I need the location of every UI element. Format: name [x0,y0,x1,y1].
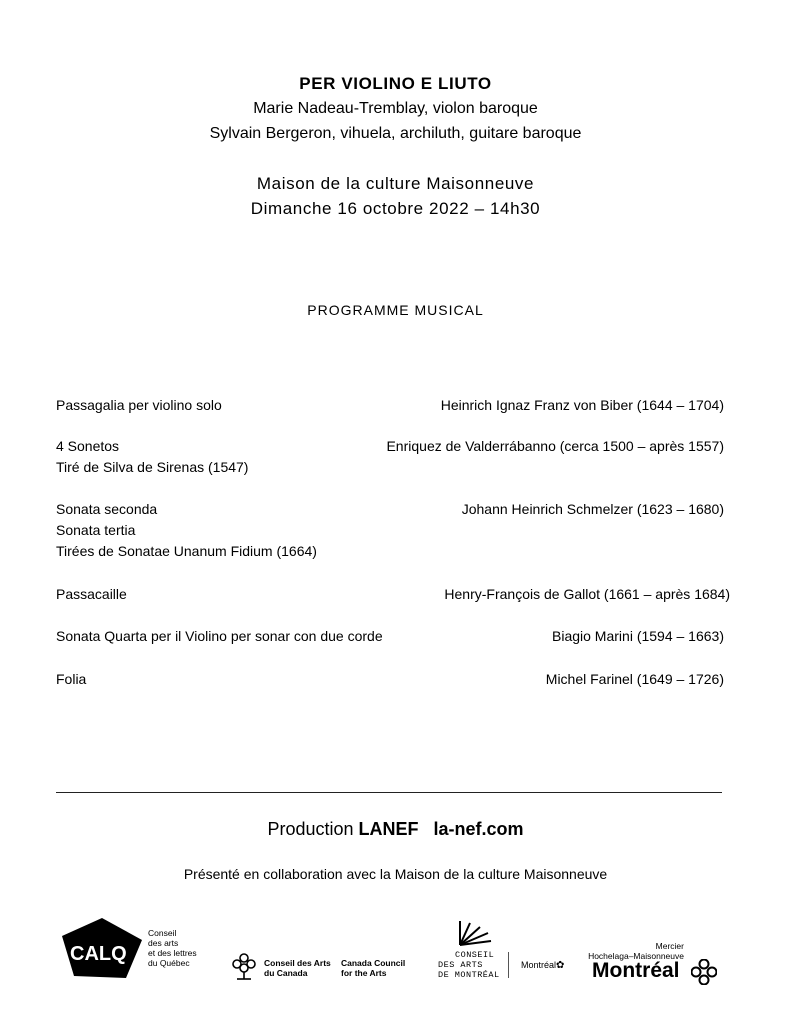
production-website: la-nef.com [433,819,524,839]
montreal-rosette-icon: ✿ [556,960,565,971]
composer: Michel Farinel (1649 – 1726) [545,671,724,687]
venue: Maison de la culture Maisonneuve [256,174,535,193]
calq-logo [58,916,148,980]
collaboration-note: Présenté en collaboration avec la Maison de la culture Maisonneuve [183,866,608,882]
cac-en-line: Canada Council [341,958,406,968]
canada-council-en [341,958,405,978]
concert-title: PER VIOLINO E LIUTO [299,74,492,93]
work-source: Tiré de Silva de Sirenas (1547) [56,459,249,475]
composer: Henry-François de Gallot (1661 – après 1684) [444,586,730,602]
cam-text-line: CONSEIL [455,950,495,960]
cam-text-line: DE MONTRÉAL [438,970,500,980]
work-title: Folia [56,671,87,687]
cam-city [521,960,564,971]
production-line [0,819,791,840]
canada-council-fr [264,958,331,978]
montreal-flower-svg [691,959,717,985]
program-item [56,626,732,647]
program-item [56,436,732,478]
composer: Biagio Marini (1594 – 1663) [552,628,724,644]
work-title: Sonata tertia [56,522,136,538]
cam-logo [458,917,492,947]
canada-council-logo [231,952,257,980]
concert-date: Dimanche 16 octobre 2022 – 14h30 [250,199,541,218]
program-item [56,669,732,690]
mhm-line: Mercier [655,941,684,951]
mhm-line: Hochelaga–Maisonneuve [588,951,684,961]
program-item [56,584,732,605]
mhm-city: Montréal [592,959,680,982]
work-title: Sonata Quarta per il Violino per sonar con due corde [56,628,383,644]
cac-en-line: for the Arts [341,968,387,978]
cam-text [438,950,500,980]
work-source: Tirées de Sonatae Unanum Fidium (1664) [56,543,317,559]
program-item [56,499,732,562]
calq-text-line: des arts [148,938,179,948]
performer-violin: Marie Nadeau-Tremblay, violon baroque [253,100,538,117]
program-item [56,395,732,416]
calq-text [148,928,197,968]
production-label: Production [267,819,354,839]
work-title: Sonata seconda [56,501,158,517]
work-title: Passagalia per violino solo [56,397,222,413]
montreal-flower-icon [691,959,717,985]
calq-text-line: Conseil [148,928,177,938]
cac-fr-line: du Canada [264,968,308,978]
program-heading: PROGRAMME MUSICAL [307,302,484,318]
cam-text-line: DES ARTS [438,960,483,970]
calq-text-line: du Québec [148,958,190,968]
work-title: 4 Sonetos [56,438,120,454]
mhm-text [560,941,684,961]
calq-text-line: et des lettres [148,948,197,958]
cam-rays-icon [458,917,492,947]
divider [56,792,722,793]
composer: Johann Heinrich Schmelzer (1623 – 1680) [461,501,724,517]
calq-mark-icon [58,916,142,980]
work-title: Passacaille [56,586,127,602]
composer: Heinrich Ignaz Franz von Biber (1644 – 1704) [440,397,724,413]
composer: Enriquez de Valderrábanno (cerca 1500 – après 1557) [386,438,724,454]
cam-city-text: Montréal [521,960,557,970]
logo-separator [508,952,509,978]
calq-mark-text: CALQ [70,943,127,965]
production-company: LANEF [358,819,419,839]
performer-lute: Sylvain Bergeron, vihuela, archiluth, guitare baroque [209,125,582,142]
canada-council-tree-icon [231,952,257,980]
cac-fr-line: Conseil des Arts [264,958,331,968]
